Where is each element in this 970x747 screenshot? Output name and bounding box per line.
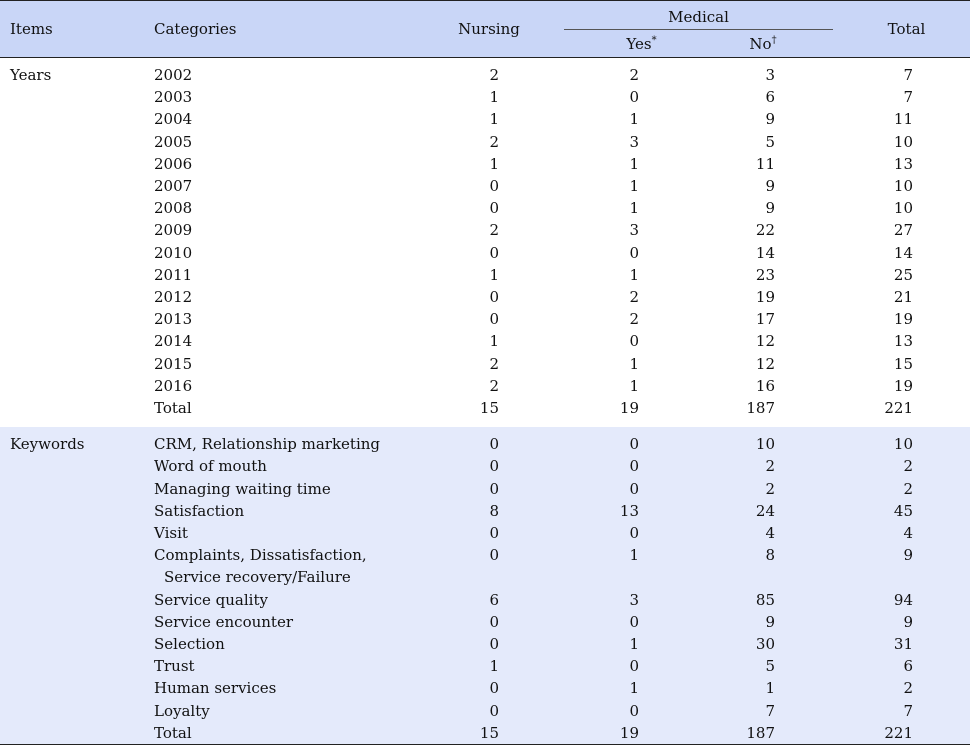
row-category bbox=[146, 175, 424, 197]
years-section bbox=[0, 58, 970, 428]
cell-medical-no: 7 bbox=[765, 701, 775, 720]
header-items: Items bbox=[10, 20, 53, 38]
cell-nursing: 0 bbox=[489, 524, 499, 543]
row-category-text: 2012 bbox=[154, 288, 193, 307]
cell-medical-yes: 1 bbox=[629, 177, 639, 196]
cell-medical-no: 10 bbox=[755, 435, 775, 454]
cell-medical-yes: 0 bbox=[629, 457, 639, 476]
cell-nursing: 0 bbox=[489, 679, 499, 698]
cell-medical-yes: 19 bbox=[619, 399, 639, 418]
row-category-text: Total bbox=[154, 399, 192, 418]
row-category bbox=[146, 197, 424, 219]
row-category-text: 2015 bbox=[154, 354, 193, 373]
cell-total: 7 bbox=[903, 88, 913, 107]
keywords-section bbox=[0, 427, 970, 744]
cell-total: 6 bbox=[903, 657, 913, 676]
cell-total: 14 bbox=[893, 243, 913, 262]
table-row bbox=[0, 700, 970, 722]
row-item-label bbox=[0, 478, 146, 500]
cell-medical-yes: 0 bbox=[629, 88, 639, 107]
row-category-text: Service quality bbox=[154, 590, 268, 609]
cell-nursing: 0 bbox=[489, 546, 499, 565]
cell-medical-yes: 3 bbox=[629, 221, 639, 240]
cell-medical-no: 85 bbox=[755, 590, 775, 609]
row-item-label bbox=[0, 455, 146, 477]
table-row bbox=[0, 330, 970, 352]
row-category bbox=[146, 353, 424, 375]
cell-total: 11 bbox=[893, 110, 913, 129]
cell-medical-no: 1 bbox=[765, 679, 775, 698]
cell-medical-no: 17 bbox=[755, 310, 775, 329]
row-category-text: 2013 bbox=[154, 310, 193, 329]
table-row bbox=[0, 153, 970, 175]
cell-medical-no: 2 bbox=[765, 479, 775, 498]
row-category-text: 2003 bbox=[154, 88, 193, 107]
row-item-label bbox=[0, 722, 146, 745]
row-category-text: Human services bbox=[154, 679, 277, 698]
row-category bbox=[146, 397, 424, 419]
cell-medical-no: 9 bbox=[765, 199, 775, 218]
row-item-label bbox=[0, 544, 146, 588]
row-category bbox=[146, 86, 424, 108]
row-item-label bbox=[0, 655, 146, 677]
cell-nursing: 2 bbox=[489, 221, 499, 240]
table-row bbox=[0, 242, 970, 264]
row-item-label bbox=[0, 397, 146, 419]
row-item-label bbox=[0, 375, 146, 397]
cell-medical-no: 11 bbox=[755, 154, 775, 173]
row-item-label bbox=[0, 219, 146, 241]
cell-medical-yes: 1 bbox=[629, 376, 639, 395]
table-row bbox=[0, 500, 970, 522]
row-category-text: 2014 bbox=[154, 332, 193, 351]
cell-medical-yes: 3 bbox=[629, 132, 639, 151]
table-row bbox=[0, 677, 970, 699]
cell-nursing: 0 bbox=[489, 435, 499, 454]
cell-nursing: 1 bbox=[489, 265, 499, 284]
cell-total: 4 bbox=[903, 524, 913, 543]
cell-medical-yes: 0 bbox=[629, 435, 639, 454]
row-item-label bbox=[0, 500, 146, 522]
row-category-text: 2008 bbox=[154, 199, 193, 218]
row-category-text: 2002 bbox=[154, 66, 193, 84]
header-no-mark: † bbox=[771, 34, 777, 46]
row-item-label bbox=[0, 108, 146, 130]
cell-medical-no: 14 bbox=[755, 243, 775, 262]
cell-total: 27 bbox=[893, 221, 913, 240]
cell-nursing: 0 bbox=[489, 612, 499, 631]
row-category bbox=[146, 219, 424, 241]
cell-total: 21 bbox=[893, 288, 913, 307]
cell-nursing: 0 bbox=[489, 288, 499, 307]
cell-medical-no: 4 bbox=[765, 524, 775, 543]
cell-medical-yes: 2 bbox=[629, 310, 639, 329]
cell-total: 221 bbox=[884, 399, 913, 418]
row-category-text: Selection bbox=[154, 635, 225, 654]
row-item-label bbox=[0, 589, 146, 611]
table-row bbox=[0, 633, 970, 655]
cell-total: 25 bbox=[893, 265, 913, 284]
cell-medical-yes: 2 bbox=[629, 66, 639, 84]
header-total: Total bbox=[887, 20, 926, 38]
table-row bbox=[0, 108, 970, 130]
row-category bbox=[146, 589, 424, 611]
row-category-text: 2007 bbox=[154, 177, 193, 196]
row-category-text: 2004 bbox=[154, 110, 193, 129]
row-category bbox=[146, 500, 424, 522]
cell-medical-no: 9 bbox=[765, 177, 775, 196]
row-category-text: Service encounter bbox=[154, 612, 294, 631]
cell-total: 19 bbox=[893, 310, 913, 329]
table-row bbox=[0, 86, 970, 108]
table-row bbox=[0, 219, 970, 241]
cell-medical-no: 16 bbox=[755, 376, 775, 395]
row-category bbox=[146, 633, 424, 655]
row-category-text: Managing waiting time bbox=[154, 479, 331, 498]
row-category-text: 2011 bbox=[154, 265, 193, 284]
table-row bbox=[0, 427, 970, 455]
cell-medical-yes: 0 bbox=[629, 524, 639, 543]
cell-medical-no: 30 bbox=[755, 635, 775, 654]
cell-medical-yes: 2 bbox=[629, 288, 639, 307]
cell-medical-yes: 19 bbox=[564, 722, 699, 745]
row-category bbox=[146, 478, 424, 500]
cell-medical-yes: 0 bbox=[629, 332, 639, 351]
row-category bbox=[146, 242, 424, 264]
header-yes-label: Yes bbox=[626, 34, 652, 53]
table-row bbox=[0, 286, 970, 308]
table-row bbox=[0, 58, 970, 87]
cell-total: 15 bbox=[893, 354, 913, 373]
row-category-text: Loyalty bbox=[154, 701, 210, 720]
row-category-text: 2010 bbox=[154, 243, 193, 262]
cell-medical-yes: 0 bbox=[629, 657, 639, 676]
cell-total: 7 bbox=[903, 701, 913, 720]
row-item-label bbox=[0, 330, 146, 352]
section-spacer bbox=[0, 419, 970, 427]
cell-medical-yes: 0 bbox=[629, 479, 639, 498]
cell-nursing: 15 bbox=[424, 722, 564, 745]
row-category bbox=[146, 375, 424, 397]
cell-total: 2 bbox=[903, 457, 913, 476]
row-item-label bbox=[0, 308, 146, 330]
row-category bbox=[146, 611, 424, 633]
row-category-text: Word of mouth bbox=[154, 457, 267, 476]
cell-medical-yes: 0 bbox=[629, 612, 639, 631]
cell-nursing: 1 bbox=[489, 657, 499, 676]
table-header bbox=[0, 1, 970, 58]
row-category bbox=[146, 108, 424, 130]
table-row bbox=[0, 175, 970, 197]
table-row bbox=[0, 611, 970, 633]
cell-nursing: 0 bbox=[489, 199, 499, 218]
cell-nursing: 8 bbox=[489, 501, 499, 520]
cell-medical-yes: 1 bbox=[629, 265, 639, 284]
cell-medical-no: 23 bbox=[755, 265, 775, 284]
table-row bbox=[0, 397, 970, 419]
row-category bbox=[146, 544, 424, 588]
row-category bbox=[146, 153, 424, 175]
section-spacer-cell bbox=[0, 419, 970, 427]
header-no bbox=[699, 30, 833, 58]
cell-nursing: 2 bbox=[489, 354, 499, 373]
table-row bbox=[0, 375, 970, 397]
row-category bbox=[146, 455, 424, 477]
cell-nursing: 2 bbox=[489, 66, 499, 84]
cell-medical-yes: 1 bbox=[629, 154, 639, 173]
cell-nursing: 0 bbox=[489, 635, 499, 654]
table-row bbox=[0, 131, 970, 153]
row-category bbox=[146, 308, 424, 330]
cell-total: 10 bbox=[893, 177, 913, 196]
row-item-label bbox=[0, 700, 146, 722]
row-category bbox=[146, 330, 424, 352]
cell-total: 13 bbox=[893, 154, 913, 173]
row-category-text-continued: Service recovery/Failure bbox=[164, 568, 351, 587]
cell-medical-no: 9 bbox=[765, 612, 775, 631]
cell-total: 9 bbox=[903, 546, 913, 565]
row-category-text: 2009 bbox=[154, 221, 193, 240]
cell-nursing: 1 bbox=[489, 110, 499, 129]
row-category-text: 2006 bbox=[154, 154, 193, 173]
cell-total: 45 bbox=[893, 501, 913, 520]
row-category bbox=[146, 58, 424, 87]
cell-medical-yes: 0 bbox=[629, 701, 639, 720]
row-item-label bbox=[0, 242, 146, 264]
row-category bbox=[146, 700, 424, 722]
cell-total: 10 bbox=[893, 435, 913, 454]
table-row bbox=[0, 589, 970, 611]
cell-nursing: 1 bbox=[489, 88, 499, 107]
row-item-label bbox=[0, 153, 146, 175]
table-row bbox=[0, 522, 970, 544]
cell-nursing: 0 bbox=[489, 310, 499, 329]
row-category-text: CRM, Relationship marketing bbox=[154, 435, 381, 454]
cell-medical-no: 12 bbox=[755, 354, 775, 373]
row-item-label: Years bbox=[10, 66, 52, 84]
row-category bbox=[146, 722, 424, 745]
cell-total: 10 bbox=[893, 199, 913, 218]
row-item-label bbox=[0, 677, 146, 699]
header-medical-label: Medical bbox=[668, 8, 729, 26]
cell-medical-no: 6 bbox=[765, 88, 775, 107]
row-item-label bbox=[0, 86, 146, 108]
cell-total: 10 bbox=[893, 132, 913, 151]
table-row bbox=[0, 308, 970, 330]
cell-medical-no: 187 bbox=[699, 722, 833, 745]
table-row bbox=[0, 197, 970, 219]
row-item-label bbox=[0, 175, 146, 197]
cell-medical-no: 24 bbox=[755, 501, 775, 520]
row-item-label bbox=[0, 197, 146, 219]
header-nursing: Nursing bbox=[458, 20, 520, 38]
row-category bbox=[146, 427, 424, 455]
table-row bbox=[0, 455, 970, 477]
row-category-text: Satisfaction bbox=[154, 501, 245, 520]
row-item-label bbox=[0, 611, 146, 633]
row-category bbox=[146, 655, 424, 677]
header-no-label: No bbox=[749, 34, 772, 53]
cell-total: 221 bbox=[833, 722, 970, 745]
row-category-text: Visit bbox=[154, 524, 188, 543]
cell-nursing: 0 bbox=[489, 243, 499, 262]
cell-medical-yes: 1 bbox=[629, 354, 639, 373]
table-row bbox=[0, 264, 970, 286]
cell-nursing: 0 bbox=[489, 701, 499, 720]
cell-medical-no: 5 bbox=[765, 657, 775, 676]
cell-total: 19 bbox=[893, 376, 913, 395]
cell-medical-no: 19 bbox=[755, 288, 775, 307]
cell-medical-yes: 1 bbox=[629, 635, 639, 654]
row-item-label bbox=[0, 522, 146, 544]
cell-medical-yes: 0 bbox=[629, 243, 639, 262]
row-category bbox=[146, 131, 424, 153]
row-category-text: Complaints, Dissatisfaction, bbox=[154, 546, 367, 565]
row-category bbox=[146, 264, 424, 286]
cell-nursing: 0 bbox=[489, 479, 499, 498]
row-category bbox=[146, 522, 424, 544]
row-category-text: Total bbox=[154, 723, 192, 742]
table-row bbox=[0, 478, 970, 500]
cell-total: 13 bbox=[893, 332, 913, 351]
cell-medical-yes: 13 bbox=[619, 501, 639, 520]
cell-medical-yes: 1 bbox=[629, 110, 639, 129]
row-category-text: Trust bbox=[154, 657, 195, 676]
cell-medical-yes: 1 bbox=[629, 199, 639, 218]
cell-medical-no: 8 bbox=[765, 546, 775, 565]
cell-nursing: 0 bbox=[489, 177, 499, 196]
cell-medical-no: 187 bbox=[746, 399, 775, 418]
header-yes-mark: * bbox=[651, 34, 657, 46]
header-medical bbox=[564, 1, 833, 30]
cell-nursing: 2 bbox=[489, 132, 499, 151]
row-item-label bbox=[0, 264, 146, 286]
row-category-text: 2016 bbox=[154, 376, 193, 395]
cell-total: 31 bbox=[893, 635, 913, 654]
row-category-text: 2005 bbox=[154, 132, 193, 151]
cell-total: 94 bbox=[893, 590, 913, 609]
header-categories: Categories bbox=[154, 20, 237, 38]
cell-medical-yes: 1 bbox=[629, 679, 639, 698]
row-category bbox=[146, 677, 424, 699]
table-row bbox=[0, 722, 970, 745]
row-item-label bbox=[0, 353, 146, 375]
cell-nursing: 6 bbox=[489, 590, 499, 609]
row-item-label bbox=[0, 633, 146, 655]
cell-medical-no: 5 bbox=[765, 132, 775, 151]
cell-medical-yes: 3 bbox=[629, 590, 639, 609]
cell-medical-no: 9 bbox=[765, 110, 775, 129]
row-item-label: Keywords bbox=[10, 435, 85, 454]
cell-nursing: 15 bbox=[479, 399, 499, 418]
row-item-label bbox=[0, 286, 146, 308]
table-row bbox=[0, 544, 970, 588]
table-row bbox=[0, 353, 970, 375]
cell-nursing: 2 bbox=[489, 376, 499, 395]
cell-medical-no: 3 bbox=[765, 66, 775, 84]
table-row bbox=[0, 655, 970, 677]
cell-nursing: 0 bbox=[489, 457, 499, 476]
cell-medical-no: 2 bbox=[765, 457, 775, 476]
cell-total: 2 bbox=[903, 679, 913, 698]
cell-medical-no: 22 bbox=[755, 221, 775, 240]
header-yes bbox=[564, 30, 699, 58]
row-category bbox=[146, 286, 424, 308]
cell-nursing: 1 bbox=[489, 332, 499, 351]
cell-medical-yes: 1 bbox=[629, 546, 639, 565]
cell-nursing: 1 bbox=[489, 154, 499, 173]
cell-total: 7 bbox=[903, 66, 913, 84]
cell-total: 9 bbox=[903, 612, 913, 631]
cell-total: 2 bbox=[903, 479, 913, 498]
row-item-label bbox=[0, 131, 146, 153]
cell-medical-no: 12 bbox=[755, 332, 775, 351]
